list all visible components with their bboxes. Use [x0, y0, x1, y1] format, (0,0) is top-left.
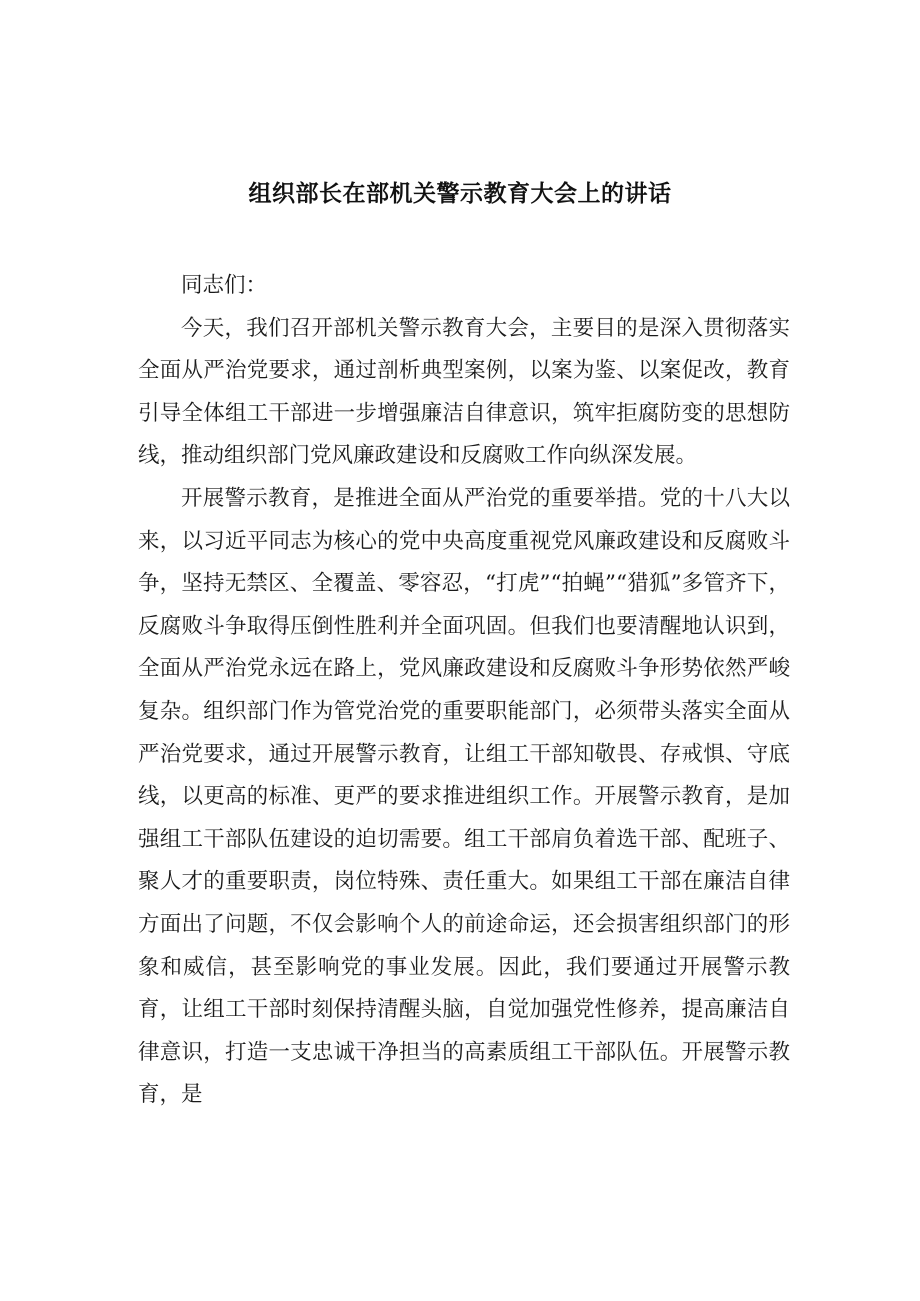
- salutation: 同志们：: [181, 273, 268, 298]
- document-title: 组织部长在部机关警示教育大会上的讲话: [248, 181, 672, 207]
- paragraph-1: 今天，我们召开部机关警示教育大会，主要目的是深入贯彻落实全面从严治党要求，通过剖析典型案例，以案为鉴、以案促改，教育引导全体组工干部进一步增强廉洁自律意识，筑牢拒腐防变的思想防线，推动组织部门党风廉政建设和反腐败工作向纵深发展。: [138, 315, 790, 469]
- document-body: [138, 265, 790, 1117]
- paragraph-2: 开展警示教育，是推进全面从严治党的重要举措。党的十八大以来，以习近平同志为核心的党中央高度重视党风廉政建设和反腐败斗争，坚持无禁区、全覆盖、零容忍，“打虎”“拍蝇”“猎狐”多管齐下，反腐败斗争取得压倒性胜利并全面巩固。但我们也要清醒地认识到，全面从严治党永远在路上，党风廉政建设和反腐败斗争形势依然严峻复杂。组织部门作为管党治党的重要职能部门，必须带头落实全面从严治党要求，通过开展警示教育，让组工干部知敬畏、存戒惧、守底线，以更高的标准、更严的要求推进组织工作。开展警示教育，是加强组工干部队伍建设的迫切需要。组工干部肩负着选干部、配班子、聚人才的重要职责，岗位特殊、责任重大。如果组工干部在廉洁自律方面出了问题，不仅会影响个人的前途命运，还会损害组织部门的形象和威信，甚至影响党的事业发展。因此，我们要通过开展警示教育，让组工干部时刻保持清醒头脑，自觉加强党性修养，提高廉洁自律意识，打造一支忠诚干净担当的高素质组工干部队伍。开展警示教育，是: [138, 485, 790, 1108]
